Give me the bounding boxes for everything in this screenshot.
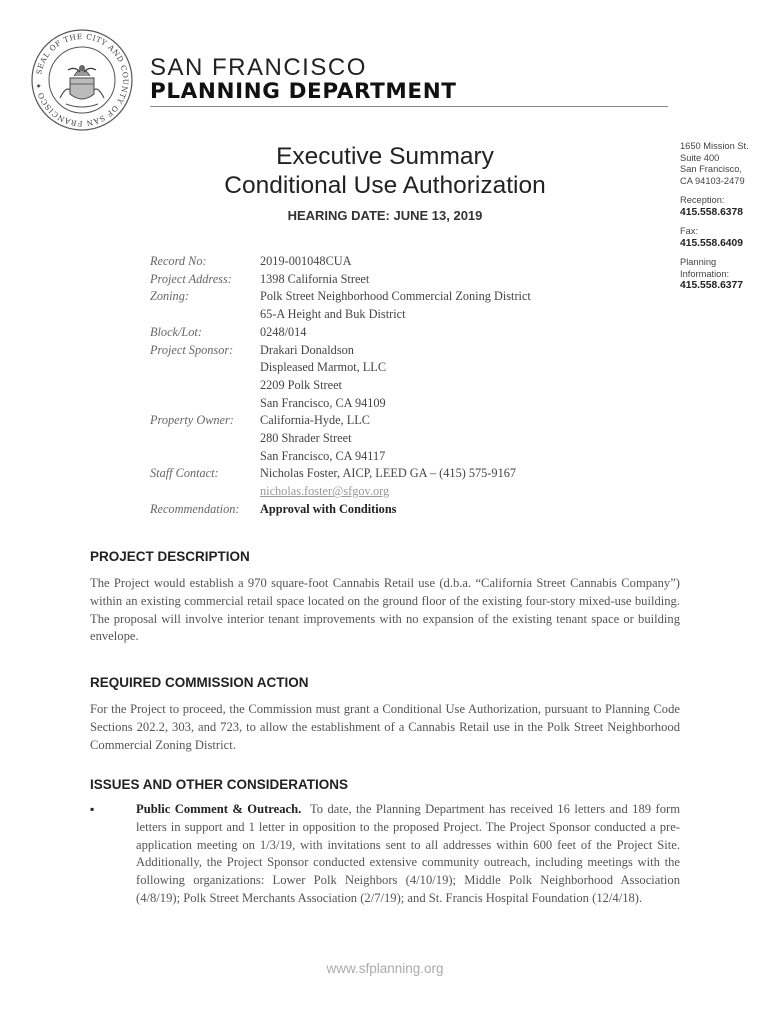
address-value: 1398 California Street [260,271,370,286]
reception-label: Reception: [680,195,725,205]
contact-sidebar [680,141,760,292]
record-no-label: Record No: [150,254,207,268]
owner-label: Property Owner: [150,413,234,428]
org-name-line2: PLANNING DEPARTMENT [150,79,457,104]
address-line: 1650 Mission St. [680,141,749,151]
height-bulk-value: 65-A Height and Buk District [260,307,406,322]
sponsor-value: San Francisco, CA 94109 [260,395,386,410]
sponsor-value: 2209 Polk Street [260,377,342,392]
reception-phone: 415.558.6378 [680,206,743,218]
org-name-line1: SAN FRANCISCO [150,54,367,81]
description-paragraph: The Project would establish a 970 square-foot Cannabis Retail use (d.b.a. “California Street Cannabis Company”) within an existing commercial retail space located on the ground floor of the existing four-story mixed-use building. The proposal will involve interior tenant improvements with no expansion of the existing tenant space or building envelope. [90,576,680,644]
issue-body: To date, the Planning Department has received 16 letters and 189 form letters in support and 1 letter in opposition to the proposed Project. The Project Sponsor conducted a pre-application meeting on 1/3/19, with invitations sent to all addresses within 600 feet of the Project Site. Additionally, the Project Sponsor conducted extensive community outreach, including meetings with the following organizations: Lower Polk Neighbors (4/10/19); Middle Polk Neighborhood Association (4/8/19); Polk Street Merchants Association (2/7/19); and St. Francis Hospital Foundation (12/4/18). [136,802,680,905]
zoning-label: Zoning: [150,289,189,304]
staff-email-link[interactable]: nicholas.foster@sfgov.org [260,484,390,499]
document-subtitle: Conditional Use Authorization [224,172,546,199]
owner-value: California-Hyde, LLC [260,413,370,428]
record-no-value: 2019-001048CUA [260,254,352,268]
address-label: Project Address: [150,271,232,286]
fax-label: Fax: [680,226,699,236]
bullet-marker: ▪ [90,802,95,816]
action-paragraph: For the Project to proceed, the Commission must grant a Conditional Use Authorization, pursuant to Planning Code Sections 202.2, 303, and 723, to allow the establishment of a Cannabis Retail use in the Polk Street Neighborhood Commercial Zoning District. [90,702,680,752]
svg-text:SEAL OF THE CITY AND COUNTY OF: SEAL OF THE CITY AND COUNTY OF SAN FRANCISCO ✦ [33,31,131,129]
city-seal-logo [30,28,134,132]
record-details [150,253,531,519]
owner-value: 280 Shrader Street [260,431,352,446]
planning-label: Information: [680,268,730,279]
sponsor-label: Project Sponsor: [150,342,234,357]
planning-label: Planning [680,257,717,267]
issue-title: Public Comment & Outreach. [136,802,302,816]
owner-value: San Francisco, CA 94117 [260,448,386,463]
block-lot-label: Block/Lot: [150,324,202,339]
staff-value: Nicholas Foster, AICP, LEED GA – (415) 575-9167 [260,466,517,481]
record-row [150,324,531,342]
address-line: CA 94103-2479 [680,175,745,186]
record-row [150,306,531,324]
section-heading-action: REQUIRED COMMISSION ACTION [90,675,309,690]
header-divider [150,106,668,107]
staff-label: Staff Contact: [150,466,219,481]
fax-phone: 415.558.6409 [680,237,743,249]
issues-list [90,801,680,908]
issue-text [136,801,680,908]
record-row [150,465,531,483]
zoning-value: Polk Street Neighborhood Commercial Zoning District [260,289,531,304]
address-line: Suite 400 [680,152,720,163]
sponsor-value: Displeased Marmot, LLC [260,360,387,375]
section-heading-description: PROJECT DESCRIPTION [90,549,250,564]
section-heading-issues: ISSUES AND OTHER CONSIDERATIONS [90,777,349,792]
hearing-date: HEARING DATE: JUNE 13, 2019 [287,208,483,223]
footer-website[interactable]: www.sfplanning.org [326,961,444,976]
document-title: Executive Summary [276,143,494,170]
address-line: San Francisco, [680,164,743,174]
record-row [150,253,531,271]
record-row [150,342,531,360]
recommendation-value: Approval with Conditions [260,501,397,516]
recommendation-label: Recommendation: [150,501,240,516]
planning-phone: 415.558.6377 [680,280,743,291]
list-item [90,801,680,908]
sponsor-value: Drakari Donaldson [260,342,354,357]
record-row [150,271,531,289]
record-row [150,501,531,519]
record-row [150,412,531,430]
record-row [150,288,531,306]
block-lot-value: 0248/014 [260,324,307,339]
